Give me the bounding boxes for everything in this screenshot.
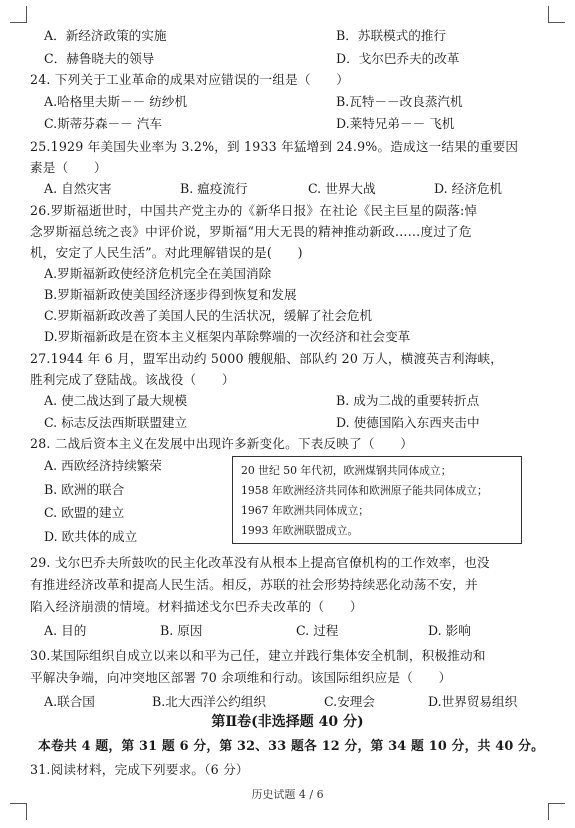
q26-stem-line1: 26.罗斯福逝世时，中国共产党主办的《新华日报》在社论《民主巨星的陨落:悼 [30, 203, 478, 218]
q28-box-line: 1967 年欧洲共同体成立； [241, 504, 370, 517]
crop-mark-bottom-left [10, 803, 27, 820]
q24-option-d: D.莱特兄弟－－ 飞机 [336, 116, 455, 131]
q29-stem-line1: 29. 戈尔巴乔夫所鼓吹的民主化改革没有从根本上提高官僚机构的工作效率，也没 [30, 555, 490, 570]
q25-stem-line1: 25.1929 年美国失业率为 3.2%，到 1933 年猛增到 24.9%。造成这一结果的重要因 [30, 139, 519, 154]
q23-option-b: B．苏联模式的推行 [336, 28, 447, 43]
page-footer: 历史试题 4 / 6 [251, 788, 324, 801]
q29-option-c: C. 过程 [296, 623, 339, 638]
q25-option-d: D. 经济危机 [434, 181, 503, 196]
q31-stem: 31.阅读材料，完成下列要求。（6 分） [30, 762, 249, 777]
q30-stem-line1: 30.某国际组织自成立以来以和平为己任，建立并践行集体安全机制，积极推动和 [30, 648, 486, 663]
q25-option-b: B. 瘟疫流行 [180, 181, 248, 196]
q30-option-d: D.世界贸易组织 [428, 694, 518, 709]
crop-mark-top-left [10, 6, 27, 23]
q24-option-b: B.瓦特－－改良蒸汽机 [336, 94, 463, 109]
q28-option-b: B. 欧洲的联合 [44, 482, 125, 497]
q28-box-line: 1993 年欧洲联盟成立。 [241, 524, 359, 537]
q30-option-c: C.安理会 [324, 694, 375, 709]
q23-option-d: D．戈尔巴乔夫的改革 [336, 51, 460, 66]
q23-option-c: C．赫鲁晓夫的领导 [44, 51, 155, 66]
q30-option-b: B.北大西洋公约组织 [152, 694, 267, 709]
q26-stem-line2: 念罗斯福总统之丧》中评价说，罗斯福“用大无畏的精神推动新政……度过了危 [30, 224, 472, 239]
q25-stem-line2: 素是（ ） [30, 160, 107, 175]
crop-mark-top-right [548, 6, 565, 23]
q24-option-a: A.哈格里夫斯－－ 纺纱机 [44, 94, 188, 109]
q27-option-c: C. 标志反法西斯联盟建立 [44, 415, 188, 430]
q26-option-c: C.罗斯福新政改善了美国人民的生活状况，缓解了社会危机 [44, 308, 373, 323]
q28-material-box [232, 456, 522, 544]
q30-option-a: A.联合国 [44, 694, 95, 709]
q26-option-d: D.罗斯福新政是在资本主义框架内革除弊端的一次经济和社会变革 [44, 329, 411, 344]
q26-stem-line3: 机，安定了人民生活”。对此理解错误的是( ) [30, 245, 303, 260]
q27-option-b: B. 成为二战的重要转折点 [336, 393, 480, 408]
q28-box-line: 20 世纪 50 年代初，欧洲煤钢共同体成立； [241, 464, 452, 477]
q26-option-a: A.罗斯福新政使经济危机完全在美国消除 [44, 266, 272, 281]
q27-stem-line1: 27.1944 年 6 月，盟军出动约 5000 艘舰船、部队约 20 万人，横渡英吉利海峡， [30, 351, 504, 366]
q24-stem: 24. 下列关于工业革命的成果对应错误的一组是（ ） [30, 72, 350, 87]
q28-box-line: 1958 年欧洲经济共同体和欧洲原子能共同体成立； [241, 484, 488, 497]
q24-option-c: C.斯蒂芬森－－ 汽车 [44, 116, 162, 131]
section-2-description: 本卷共 4 题，第 31 题 6 分，第 32、33 题各 12 分，第 34 题 10 分，共 40 分。 [38, 739, 545, 754]
q28-option-a: A. 西欧经济持续繁荣 [44, 458, 162, 473]
q27-option-a: A. 使二战达到了最大规模 [44, 393, 188, 408]
q29-stem-line2: 有推进经济改革和提高人民生活。相反，苏联的社会形势持续恶化动荡不安，并 [30, 577, 478, 592]
q25-option-c: C. 世界大战 [308, 181, 376, 196]
q25-option-a: A. 自然灾害 [44, 181, 112, 196]
section-2-title: 第Ⅱ卷(非选择题 40 分) [211, 714, 364, 730]
q26-option-b: B.罗斯福新政使美国经济逐步得到恢复和发展 [44, 287, 297, 302]
crop-mark-bottom-right [548, 803, 565, 820]
q23-option-a: A．新经济政策的实施 [44, 28, 167, 43]
q29-stem-line3: 陷入经济崩溃的情境。材料描述戈尔巴乔夫改革的（ ） [30, 599, 363, 614]
q27-option-d: D. 使德国陷入东西夹击中 [336, 415, 480, 430]
q28-option-c: C. 欧盟的建立 [44, 505, 125, 520]
q29-option-b: B. 原因 [160, 623, 203, 638]
q28-stem: 28. 二战后资本主义在发展中出现许多新变化。下表反映了（ ） [30, 436, 414, 451]
q30-stem-line2: 平解决争端，向冲突地区部署 70 余项维和行动。该国际组织应是（ ） [30, 670, 452, 685]
q28-option-d: D. 欧共体的成立 [44, 529, 138, 544]
q29-option-a: A. 目的 [44, 623, 87, 638]
q27-stem-line2: 胜利完成了登陆战。该战役（ ） [30, 372, 235, 387]
q29-option-d: D. 影响 [428, 623, 471, 638]
